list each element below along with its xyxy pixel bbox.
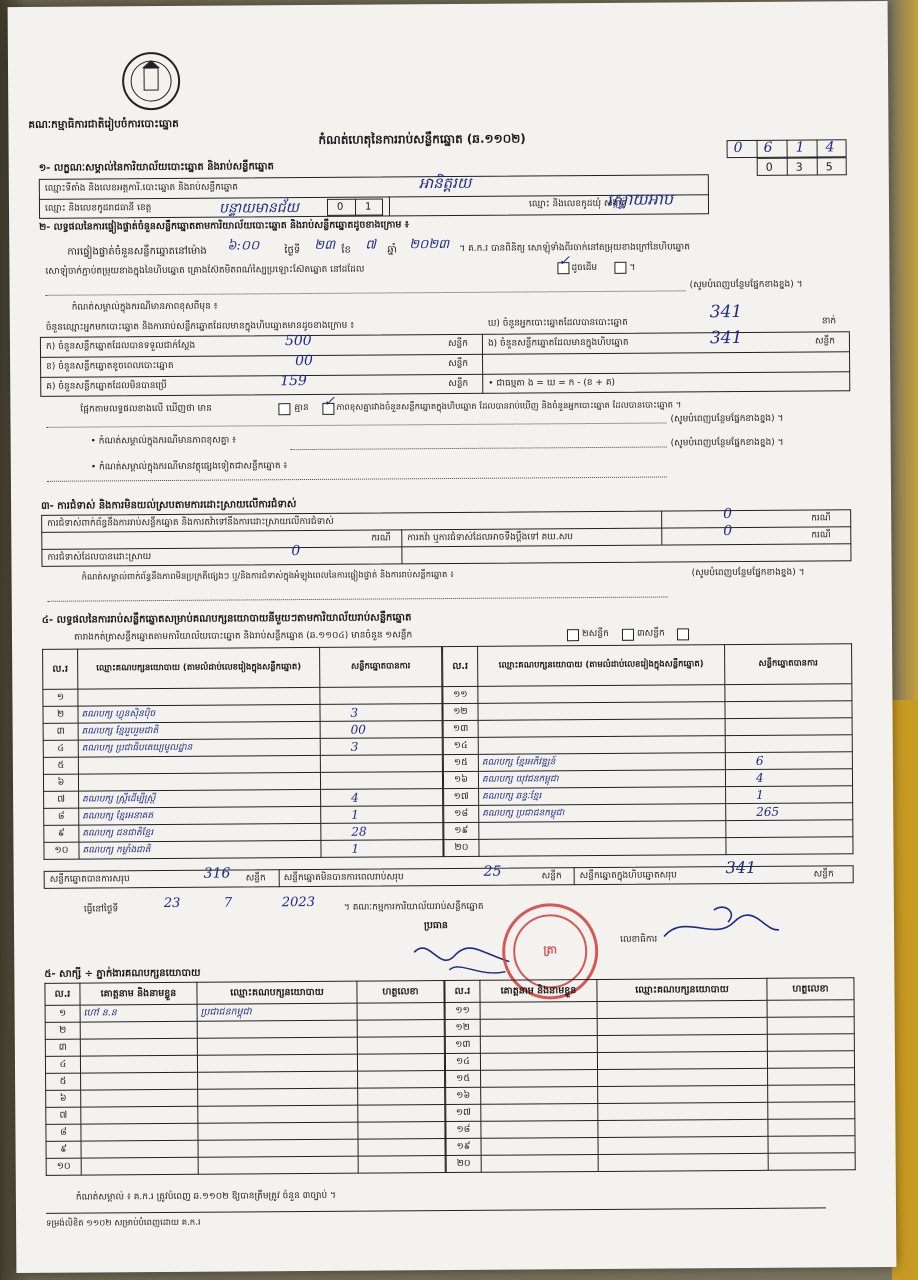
witness-name[interactable]	[480, 1018, 597, 1036]
witness-name[interactable]: ហៅ ន.ន	[80, 1004, 197, 1022]
party-votes: 00	[320, 721, 442, 739]
witness-col-sign: ហត្ថលេខា	[357, 981, 444, 1004]
party-votes: 3	[320, 738, 442, 756]
not-same-checkbox[interactable]	[614, 262, 626, 274]
witness-number: ២០	[446, 1155, 481, 1172]
witness-signature[interactable]	[357, 1054, 444, 1072]
party-votes: 4	[725, 769, 852, 787]
form-title: កំណត់ហេតុនៃការរាប់សន្លឹកឆ្នោត (ឆ.១១០២)	[318, 131, 526, 147]
witness-signature[interactable]	[767, 1000, 854, 1018]
party-name	[478, 736, 725, 755]
witness-signature[interactable]	[357, 1037, 444, 1055]
party-name: គណបក្ស ហ្វុនស៊ិនប៉ិច	[78, 704, 320, 723]
witness-signature[interactable]	[768, 1153, 855, 1171]
witness-party[interactable]	[598, 1068, 768, 1086]
secretary-signature-icon	[654, 902, 784, 949]
fill-note-1: (សូមបំពេញបន្ថែមផ្នែកខាងខ្នង) ។	[689, 279, 803, 291]
election-form-paper: គណៈកម្មាធិការជាតិរៀបចំការបោះឆ្នោត កំណត់ហេតុនៃការរាប់សន្លឹកឆ្នោត (ឆ.១១០២) 0 6 1 4 0 3 5 ១- លក្ខណៈសម្គាល់នៃការិយាល័យបោះឆ្នោត និងរាប់សន្លឹកឆ្នោត ឈ្មោះទីតាំង និងលេខអត្តការិ.បោះឆ្នោត និងរាប់សន្លឹកឆ្នោត អានិត្តរយ ឈ្មោះ និងលេខកូដឃុំ សង្កាត់ ស្ទោយអាប ឈ្មោះ និងលេខកូដរាជធានី ខេត្ត បន្ទាយមានជ័យ 0 1 ២- លទ្ធផលនៃការផ្ទៀងផ្ទាត់ចំនួនសន្លឹកឆ្នោតតាមការិយាល័យបោះឆ្នោត និងរាប់សន្លឹកឆ្នោតដូចខាងក្រោម ៖ ការផ្ទៀងផ្ទាត់ចំនួនសន្លឹកឆ្នោតនៅម៉ោង ៦:០០ ថ្ងៃទី ២៣ ខែ ៧ ឆ្នាំ ២០២៣ ។ គ.ក.រ បានពិនិត្យ សោឡុំទាំងពីរចាក់នៅតម្រុយខាងក្រៅនៃហិបឆ្នោត សោឡុំចាក់ភ្ជាប់តម្រុយខាងក្នុងនៃហិបឆ្នោត គ្រោងស៊ែតមិតពណ៌ស្បៃប្រឡោះស៊ែតឆ្នោត នៅដដែល ✓ ដូចដើម ។ (សូមបំពេញបន្ថែមផ្នែកខាងខ្នង) ។ កំណត់សម្គាល់ក្នុងករណីមានភាពខុសពីមុន ៖ ចំនួនឈ្មោះអ្នកមកបោះឆ្នោត និងការរាប់សន្លឹកឆ្នោតដែលមានក្នុងហិបឆ្នោតមានដូចខាងក្រោម ៖ ក) ចំនួនសន្លឹកឆ្នោតដែលបានទទួលជាក់ស្តែង 500 សន្លឹក ខ) ចំនួនសន្លឹកឆ្នោតខូចពេលបោះឆ្នោត 00 សន្លឹក គ) ចំនួនសន្លឹកឆ្នោតដែលមិនបានប្រើ 159 សន្លឹក ឃ) ចំនួនអ្នកបោះឆ្នោតដែលបានបោះឆ្នោត 341 នាក់ ង) ចំនួនសន្លឹកឆ្នោតដែលមានក្នុងហិបឆ្នោត 341 សន្លឹក • ជាធម្មតា ង = ឃ = ក - (ខ + គ) ផ្អែកតាមលទ្ធផលខាងលើ ឃើញថា មាន គ្មាន ✓ ភាពខុសគ្នារវាងចំនួនសន្លឹកឆ្នោតក្នុងហិបឆ្នោត ដែលបានរាប់ឃើញ និងចំនួនអ្នកបោះឆ្នោត ដែលបានបោះឆ្នោត ។ • កំណត់សម្គាល់ក្នុងករណីមានភាពខុសគ្នា ៖ (សូមបំពេញបន្ថែមផ្នែកខាងខ្នង) ។ (សូមបំពេញបន្ថែមផ្នែកខាងខ្នង) ។ • កំណត់សម្គាល់ក្នុងករណីមានវត្ថុផ្សេងទៀតជាសន្លឹកឆ្នោត ៖ ៣- ការជំទាស់ និងការមិនយល់ស្របតាមការដោះស្រាយលើការជំទាស់ ការជំទាស់ពាក់ព័ន្ធនឹងការរាប់សន្លឹកឆ្នោត និងការតវ៉ាទៅនឹងការដោះស្រាយលើការជំទាស់ 0 ករណី ការតវ៉ា ឬការជំទាស់ដែលអាចទឹងប្តឹងទៅ គឃ.សប 0 ករណី ការជំទាស់ដែលបានដោះស្រាយ 0 ករណី កំណត់សម្គាល់ពាក់ព័ន្ធនឹងភាពមិនប្រក្រតីផ្សេងៗ ឬ/និងការជំទាស់ក្នុងអំឡុងពេលនៃការផ្ទៀងផ្ទាត់ និងការរាប់សន្លឹកឆ្នោត ៖ (សូមបំពេញបន្ថែមផ្នែកខាងខ្នង) ។ ៤- លទ្ធផលនៃការរាប់សន្លឹកឆ្នោតសម្រាប់គណបក្សនយោបាយនីមួយៗតាមការិយាល័យរាប់សន្លឹកឆ្នោត តារាងកត់ត្រាសន្លឹកឆ្នោតតាមការិយាល័យបោះឆ្នោត និងរាប់សន្លឹកឆ្នោត (ឆ.១១០៤) មានចំនួន ១សន្លឹក ២សន្លឹក ៣សន្លឹក ល.រ ឈ្មោះគណបក្សនយោបាយ (តាមលំដាប់លេខរៀងក្នុងសន្លឹកឆ្នោត) សន្លឹកឆ្នោតបានការ ១ ២ គណបក្ស ហ្វុនស៊ិនប៉ិច 3 ៣ គណបក្ស ខ្មែររួបរួមជាតិ 00 ៤ គណបក្ស ប្រជាធិបតេយ្យមូលដ្ឋាន 3 ៥ ៦ ៧ គណបក្ស ស្ត្រីដើម្បីស្ត្រី 4 ៨ គណបក្ស ខ្មែរអនាគត 1 ៩ គណបក្ស ជនជាតិខ្មែរ 28 ១០ គណបក្ស កម្លាំងជាតិ 1 ល.រ ឈ្មោះគណបក្សនយោបាយ (តាមលំដាប់លេខរៀងក្នុងសន្លឹកឆ្នោត) សន្លឹកឆ្នោតបានការ ១១ ១២ ១៣ ១៤ ១៥ គណបក្ស ខ្មែរអភិវឌ្ឍន៍ 6 ១៦ គណបក្ស យុវជនកម្ពុជា 4 ១៧ គណបក្ស ឆន្ទៈខ្មែរ 1 ១៨ គណបក្ស ប្រជាជនកម្ពុជា 265 ១៩ ២០ សន្លឹកឆ្នោតបានការសរុប 316 សន្លឹក សន្លឹកឆ្នោតមិនបានការពេលរាប់សរុប 25 សន្លឹក សន្លឹកឆ្នោតក្នុងហិបឆ្នោតសរុប 341 សន្លឹក ធ្វើនៅថ្ងៃទី 23 7 2023 ។ គណៈកម្មការការិយាល័យរាប់សន្លឹកឆ្នោត ប្រធាន លេខាធិការ ត្រា ៥- សាក្សី ÷ ភ្នាក់ងារគណបក្សនយោបាយ ល.រ គោត្តនាម និងនាមខ្លួន ឈ្មោះគណបក្សនយោបាយ ហត្ថលេខា ១ ហៅ ន.ន ប្រជាជនកម្ពុជា ២ ៣ ៤ ៥ ៦ ៧ ៨ ៩ ១០ ល.រ គោត្តនាម និងនាមខ្លួន ឈ្មោះគណបក្សនយោបាយ ហត្ថលេខា ១១ ១២ ១៣ ១៤ ១៥ ១៦ ១៧ ១៨ ១៩ ២០ កំណត់សម្គាល់ ៖ គ.ក.រ ត្រូវបំពេញ ឆ.១១០២ ឱ្យបានត្រឹមត្រូវ ចំនួន ៣ច្បាប់ ។ ទម្រង់លិខិត ១១០២ សម្រាប់បំពេញដោយ គ.ក.រ	[8, 1, 897, 1273]
unit-person: នាក់	[821, 316, 837, 327]
party-votes	[320, 755, 442, 773]
party-name	[479, 821, 726, 840]
appeal-label: ការតវ៉ា ឬការជំទាស់ដែលអាចទឹងប្តឹងទៅ គឃ.សប	[407, 532, 574, 544]
section3-heading: ៣- ការជំទាស់ និងការមិនយល់ស្របតាមការដោះស្រាយលើការជំទាស់	[41, 499, 297, 512]
witness-col-sign-right: ហត្ថលេខា	[767, 978, 854, 1001]
party-votes: 265	[726, 803, 853, 821]
party-name: គណបក្ស ជនជាតិខ្មែរ	[79, 823, 321, 842]
witness-signature[interactable]	[768, 1119, 855, 1137]
section4-heading: ៤- លទ្ធផលនៃការរាប់សន្លឹកឆ្នោតសម្រាប់គណបក្សនយោបាយនីមួយៗតាមការិយាល័យរាប់សន្លឹកឆ្នោត	[41, 612, 412, 626]
fill-note-4: (សូមបំពេញបន្ថែមផ្នែកខាងខ្នង) ។	[691, 567, 805, 579]
witness-party[interactable]	[198, 1122, 358, 1140]
table-row	[44, 840, 443, 860]
witness-name[interactable]	[81, 1157, 198, 1175]
witness-signature[interactable]	[358, 1139, 445, 1157]
received-label: ក) ចំនួនសន្លឹកឆ្នោតដែលបានទទួលជាក់ស្តែង	[45, 340, 196, 352]
party-name	[78, 687, 320, 706]
form-footer: ទម្រង់លិខិត ១១០២ សម្រាប់បំពេញដោយ គ.ក.រ	[46, 1217, 201, 1229]
row-number: ៤	[43, 740, 78, 757]
two-sheets-label: ២សន្លឹក	[581, 628, 609, 640]
in-box-label: ង) ចំនួនសន្លឹកឆ្នោតដែលមានក្នុងហិបឆ្នោត	[487, 337, 629, 349]
results-table-right	[442, 643, 853, 857]
code-digit-4: 4	[825, 139, 835, 156]
witness-signature[interactable]	[767, 1017, 854, 1035]
witness-name[interactable]	[81, 1072, 198, 1090]
witness-number: ១១	[445, 1002, 480, 1019]
province-code-2: 1	[364, 201, 372, 213]
made-day: 23	[163, 895, 181, 912]
total-valid-label: សន្លឹកឆ្នោតបានការសរុប	[49, 874, 130, 885]
witness-col-party-right: ឈ្មោះគណបក្សនយោបាយ	[597, 978, 767, 1001]
code-digit-2: 6	[763, 139, 773, 156]
witness-number: ២	[45, 1022, 80, 1039]
witness-number: ១៥	[446, 1070, 481, 1087]
witness-party[interactable]: ប្រជាជនកម្ពុជា	[197, 1003, 357, 1021]
witness-name[interactable]	[480, 1035, 597, 1053]
witness-party[interactable]	[598, 1102, 768, 1120]
party-name: គណបក្ស ខ្មែររួបរួមជាតិ	[78, 721, 320, 740]
made-month: 7	[223, 895, 233, 911]
objection-value: 0	[723, 506, 733, 523]
received-value: 500	[284, 332, 312, 350]
has-difference-checkbox[interactable]	[278, 403, 290, 415]
code-digit-6: 3	[795, 160, 803, 174]
fill-note-3: (សូមបំពេញបន្ថែមផ្នែកខាងខ្នង) ។	[670, 437, 784, 449]
resolved-value: 0	[291, 543, 301, 560]
row-number: ១០	[44, 842, 79, 859]
witness-name[interactable]	[81, 1089, 198, 1107]
two-sheets-checkbox[interactable]	[622, 629, 634, 641]
unused-value: 159	[280, 373, 307, 390]
row-number: ១២	[443, 703, 478, 720]
row-number: ១៣	[443, 720, 478, 737]
witness-number: ១៨	[446, 1121, 481, 1138]
witness-col-no-right: ល.រ	[445, 980, 480, 1002]
witness-party[interactable]	[197, 1054, 357, 1072]
unit-sheet-c: សន្លឹក	[448, 378, 469, 390]
party-votes: 1	[321, 806, 443, 824]
row-number: ១	[43, 689, 78, 706]
unused-label: គ) ចំនួនសន្លឹកឆ្នោតដែលមិនបានប្រើ	[46, 380, 167, 392]
code-digit-1: 0	[733, 139, 743, 157]
row-number: ៩	[44, 825, 79, 842]
count-intro: ចំនួនឈ្មោះអ្នកមកបោះឆ្នោត និងការរាប់សន្លឹកឆ្នោតដែលមានក្នុងហិបឆ្នោតមានដូចខាងក្រោម ៖	[45, 320, 355, 333]
unit-case-3: ករណី	[371, 533, 391, 544]
witness-name[interactable]	[81, 1106, 198, 1124]
objection-label: ការជំទាស់ពាក់ព័ន្ធនឹងការរាប់សន្លឹកឆ្នោត និងការតវ៉ាទៅនឹងការដោះស្រាយលើការជំទាស់	[47, 516, 334, 529]
three-sheets-checkbox[interactable]	[677, 628, 689, 640]
unit-sheet-box: សន្លឹក	[813, 869, 834, 880]
row-number: ៨	[44, 808, 79, 825]
witness-name[interactable]	[481, 1154, 598, 1172]
witness-party[interactable]	[198, 1139, 358, 1157]
year-value: ២០២៣	[409, 237, 450, 253]
witness-number: ៨	[46, 1124, 81, 1141]
party-votes: 1	[321, 840, 443, 858]
witness-row	[46, 1156, 445, 1176]
seal-inner-text: សោឡុំចាក់ភ្ជាប់តម្រុយខាងក្នុងនៃហិបឆ្នោត គ្រោងស៊ែតមិតពណ៌ស្បៃប្រឡោះស៊ែតឆ្នោត នៅដដែល	[45, 264, 365, 277]
spoiled-label: ខ) ចំនួនសន្លឹកឆ្នោតខូចពេលបោះឆ្នោត	[46, 360, 174, 372]
party-votes	[725, 684, 852, 702]
witness-name[interactable]	[481, 1103, 598, 1121]
party-name: គណបក្ស ស្ត្រីដើម្បីស្ត្រី	[79, 789, 321, 808]
party-name	[78, 755, 320, 774]
section1-heading: ១- លក្ខណៈសម្គាល់នៃការិយាល័យបោះឆ្នោត និងរាប់សន្លឹកឆ្នោត	[38, 161, 274, 174]
commune-value: ស្ទោយអាប	[606, 189, 674, 209]
witness-name[interactable]	[81, 1123, 198, 1141]
row-number: ១៧	[444, 788, 479, 805]
witness-party[interactable]	[597, 1017, 767, 1035]
party-votes: 6	[725, 752, 852, 770]
verify-time-value: ៦:០០	[227, 238, 260, 254]
row-number: ១៩	[444, 822, 479, 839]
witness-signature[interactable]	[358, 1071, 445, 1089]
witness-table-left	[44, 980, 445, 1176]
made-year: 2023	[281, 894, 315, 911]
section4-intro: តារាងកត់ត្រាសន្លឹកឆ្នោតតាមការិយាល័យបោះឆ្នោត និងរាប់សន្លឹកឆ្នោត (ឆ.១១០៤) មានចំនួន ១សន្លឹក	[73, 630, 413, 643]
appeal-value: 0	[723, 523, 733, 540]
unit-sheet-e: សន្លឹក	[814, 336, 835, 347]
party-votes	[726, 820, 853, 838]
secretary-label: លេខាធិការ	[620, 934, 658, 945]
party-votes: 4	[321, 789, 443, 807]
party-name: គណបក្ស កម្លាំងជាតិ	[79, 840, 321, 859]
witness-name[interactable]	[80, 1021, 197, 1039]
witness-number: ៥	[46, 1073, 81, 1090]
difference-note-label: កំណត់សម្គាល់ក្នុងករណីមានភាពខុសពីមុន ៖	[71, 301, 218, 313]
total-invalid-value: 25	[483, 863, 502, 880]
made-on-label: ធ្វើនៅថ្ងៃទី	[83, 904, 119, 915]
witness-number: ១៦	[446, 1087, 481, 1104]
witness-name[interactable]	[81, 1140, 198, 1158]
spoiled-value: 00	[295, 352, 313, 370]
col-party: ឈ្មោះគណបក្សនយោបាយ (តាមលំដាប់លេខរៀងក្នុងសន្លឹកឆ្នោត)	[78, 647, 320, 689]
witness-name[interactable]	[481, 1086, 598, 1104]
party-votes	[320, 772, 442, 790]
seal-check-text: ។ គ.ក.រ បានពិនិត្យ សោឡុំទាំងពីរចាក់នៅតម្រុយខាងក្រៅនៃហិបឆ្នោត	[459, 242, 690, 254]
province-code-1: 0	[336, 201, 344, 213]
party-votes	[320, 687, 442, 705]
code-digit-5: 0	[765, 160, 773, 174]
witness-col-party: ឈ្មោះគណបក្សនយោបាយ	[197, 981, 357, 1004]
party-name: គណបក្ស ឆន្ទៈខ្មែរ	[479, 787, 726, 806]
witness-number: ៩	[46, 1141, 81, 1158]
total-valid-value: 316	[203, 865, 231, 882]
witness-number: ៦	[46, 1090, 81, 1107]
code-digit-7: 5	[825, 160, 833, 174]
witness-signature[interactable]	[768, 1136, 855, 1154]
unit-case-1: ករណី	[811, 513, 831, 524]
irregularity-note: កំណត់សម្គាល់ពាក់ព័ន្ធនឹងភាពមិនប្រក្រតីផ្សេងៗ ឬ/និងការជំទាស់ក្នុងអំឡុងពេលនៃការផ្ទៀងផ្ទាត់ និងការរាប់សន្លឹកឆ្នោត ៖	[81, 569, 454, 583]
section2-heading: ២- លទ្ធផលនៃការផ្ទៀងផ្ទាត់ចំនួនសន្លឹកឆ្នោតតាមការិយាល័យបោះឆ្នោត និងរាប់សន្លឹកឆ្នោតដូចខាងក្រោម ៖	[39, 219, 409, 233]
witness-signature[interactable]	[358, 1122, 445, 1140]
verify-time-label: ការផ្ទៀងផ្ទាត់ចំនួនសន្លឹកឆ្នោតនៅម៉ោង	[67, 245, 207, 258]
code-digit-3: 1	[795, 139, 805, 156]
witness-number: ៧	[46, 1107, 81, 1124]
witness-number: ១៩	[446, 1138, 481, 1155]
witness-col-name-right: គោត្តនាម និងនាមខ្លួន	[480, 979, 597, 1002]
party-votes: 3	[320, 704, 442, 722]
witness-name[interactable]	[480, 1001, 597, 1019]
party-name: គណបក្ស ប្រជាធិបតេយ្យមូលដ្ឋាន	[78, 738, 320, 757]
table-row	[444, 837, 853, 857]
witness-number: ១២	[445, 1019, 480, 1036]
fill-note-2: (សូមបំពេញបន្ថែមផ្នែកខាងខ្នង) ។	[670, 413, 784, 425]
committee-name: គណៈកម្មាធិការជាតិរៀបចំការបោះឆ្នោត	[28, 117, 179, 131]
witness-name[interactable]	[80, 1055, 197, 1073]
row-number: ១៤	[443, 737, 478, 754]
witness-party[interactable]	[597, 1000, 767, 1018]
province-label: ឈ្មោះ និងលេខកូដរាជធានី ខេត្ត	[44, 203, 152, 214]
witness-party[interactable]	[197, 1020, 357, 1038]
witness-signature[interactable]	[357, 1020, 444, 1038]
row-number: ២	[43, 706, 78, 723]
witness-signature[interactable]	[358, 1105, 445, 1123]
made-by: ។ គណៈកម្មការការិយាល័យរាប់សន្លឹកឆ្នោត	[343, 901, 484, 913]
witness-party[interactable]	[598, 1153, 768, 1171]
bullet-other-objects: • កំណត់សម្គាល់ក្នុងករណីមានវត្ថុផ្សេងទៀតជាសន្លឹកឆ្នោត ៖	[90, 461, 288, 473]
results-table-left	[42, 646, 443, 860]
one-sheet-checkbox[interactable]	[567, 629, 579, 641]
witness-name[interactable]	[481, 1120, 598, 1138]
not-same-label: ។	[629, 262, 636, 273]
stamp-text: ត្រា	[543, 943, 558, 957]
chair-label: ប្រធាន	[423, 920, 448, 932]
row-number: ៧	[44, 791, 79, 808]
total-invalid-label: សន្លឹកឆ្នោតមិនបានការពេលរាប់សរុប	[283, 872, 404, 884]
party-name: គណបក្ស ប្រជាជនកម្ពុជា	[479, 804, 726, 823]
col-no-right: ល.រ	[443, 646, 478, 686]
col-votes-right: សន្លឹកឆ្នោតបានការ	[725, 644, 852, 685]
committee-emblem-icon	[120, 50, 182, 112]
witness-signature[interactable]	[768, 1068, 855, 1086]
location-label: ឈ្មោះទីតាំង និងលេខអត្តការិ.បោះឆ្នោត និងរាប់សន្លឹកឆ្នោត	[44, 182, 239, 194]
witness-signature[interactable]	[357, 1003, 444, 1021]
row-number: ១៨	[444, 805, 479, 822]
row-number: ១៦	[443, 771, 478, 788]
witness-party[interactable]	[197, 1037, 357, 1055]
party-name	[479, 838, 726, 857]
commune-label: ឈ្មោះ និងលេខកូដឃុំ សង្កាត់	[528, 198, 627, 210]
row-number: ៦	[43, 774, 78, 791]
day-label: ថ្ងៃទី	[284, 245, 301, 257]
day-value: ២៣	[314, 237, 336, 253]
party-name: គណបក្ស ខ្មែរអភិវឌ្ឍន៍	[478, 753, 725, 772]
same-label: ដូចដើម	[571, 262, 598, 274]
row-number: ៣	[43, 723, 78, 740]
col-no: ល.រ	[43, 649, 78, 689]
witness-party[interactable]	[598, 1085, 768, 1103]
unit-sheet-b: សន្លឹក	[448, 358, 469, 370]
witness-name[interactable]	[80, 1038, 197, 1056]
witness-row	[446, 1153, 855, 1173]
voters-value: 341	[709, 301, 743, 323]
witness-party[interactable]	[198, 1156, 358, 1174]
party-votes: 1	[726, 786, 853, 804]
witness-party[interactable]	[598, 1136, 768, 1154]
witness-col-no: ល.រ	[45, 983, 80, 1005]
compare-tail: ភាពខុសគ្នារវាងចំនួនសន្លឹកឆ្នោតក្នុងហិបឆ្នោត ដែលបានរាប់ឃើញ និងចំនួនអ្នកបោះឆ្នោត ដែលបានបោះឆ្នោត ។	[336, 400, 682, 413]
witness-party[interactable]	[597, 1051, 767, 1069]
row-number: ៥	[43, 757, 78, 774]
party-name	[478, 685, 725, 704]
party-votes	[725, 701, 852, 719]
party-votes	[726, 837, 853, 855]
resolved-label: ការជំទាស់ដែលបានដោះស្រាយ	[47, 552, 152, 563]
witness-party[interactable]	[598, 1119, 768, 1137]
voters-label: ឃ) ចំនួនអ្នកបោះឆ្នោតដែលបានបោះឆ្នោត	[487, 317, 628, 329]
witness-name[interactable]	[481, 1137, 598, 1155]
no-difference-label: គ្មាន	[294, 402, 309, 414]
row-number: ២០	[444, 839, 479, 856]
witness-name[interactable]	[481, 1069, 598, 1087]
party-votes	[725, 735, 852, 753]
section5-heading: ៥- សាក្សី ÷ ភ្នាក់ងារគណបក្សនយោបាយ	[44, 967, 201, 980]
row-number: ១១	[443, 686, 478, 703]
witness-signature[interactable]	[767, 1034, 854, 1052]
location-value: អានិត្តរយ	[418, 173, 472, 193]
witness-party[interactable]	[597, 1034, 767, 1052]
month-value: ៧	[365, 237, 376, 253]
witness-signature[interactable]	[768, 1102, 855, 1120]
witness-number: ១៧	[446, 1104, 481, 1121]
witness-number: ៣	[45, 1039, 80, 1056]
witness-party[interactable]	[198, 1071, 358, 1089]
party-votes: 28	[321, 823, 443, 841]
witness-name[interactable]	[480, 1052, 597, 1070]
party-name: គណបក្ស យុវជនកម្ពុជា	[478, 770, 725, 789]
witness-number: ៤	[45, 1056, 80, 1073]
unit-sheet-invalid: សន្លឹក	[541, 871, 562, 882]
formula: • ជាធម្មតា ង = ឃ = ក - (ខ + គ)	[488, 377, 616, 389]
witness-number: ១៤	[445, 1053, 480, 1070]
footer-note: កំណត់សម្គាល់ ៖ គ.ក.រ ត្រូវបំពេញ ឆ.១១០២ ឱ្យបានត្រឹមត្រូវ ចំនួន ៣ច្បាប់ ។	[75, 1190, 337, 1203]
witness-signature[interactable]	[767, 1051, 854, 1069]
witness-number: ១៣	[445, 1036, 480, 1053]
in-box-value: 341	[709, 327, 743, 349]
witness-signature[interactable]	[358, 1156, 445, 1174]
compare-text: ផ្អែកតាមលទ្ធផលខាងលើ ឃើញថា មាន	[80, 403, 212, 415]
witness-table-right	[444, 977, 855, 1173]
unit-case-2: ករណី	[811, 530, 831, 541]
three-sheets-label: ៣សន្លឹក	[636, 628, 665, 639]
party-name	[78, 772, 320, 791]
bullet-difference: • កំណត់សម្គាល់ក្នុងករណីមានភាពខុសគ្នា ៖	[90, 435, 237, 447]
unit-sheet-valid: សន្លឹក	[245, 873, 266, 884]
witness-signature[interactable]	[768, 1085, 855, 1103]
row-number: ១៥	[443, 754, 478, 771]
party-votes	[725, 718, 852, 736]
witness-signature[interactable]	[358, 1088, 445, 1106]
unit-sheet-a: សន្លឹក	[447, 338, 468, 350]
witness-number: ១០	[46, 1158, 81, 1175]
total-box-label: សន្លឹកឆ្នោតក្នុងហិបឆ្នោតសរុប	[579, 870, 677, 882]
witness-col-name: គោត្តនាម និងនាមខ្លួន	[80, 982, 197, 1005]
province-value: បន្ទាយមានជ័យ	[218, 200, 300, 217]
witness-number: ១	[45, 1005, 80, 1022]
col-votes: សន្លឹកឆ្នោតបានការ	[320, 647, 442, 688]
party-name	[478, 702, 725, 721]
witness-party[interactable]	[198, 1088, 358, 1106]
year-label: ឆ្នាំ	[387, 244, 397, 256]
witness-party[interactable]	[198, 1105, 358, 1123]
party-name: គណបក្ស ខ្មែរអនាគត	[79, 806, 321, 825]
month-label: ខែ	[341, 244, 351, 256]
col-party-right: ឈ្មោះគណបក្សនយោបាយ (តាមលំដាប់លេខរៀងក្នុងសន្លឹកឆ្នោត)	[478, 645, 725, 687]
total-box-value: 341	[725, 857, 757, 878]
party-name	[478, 719, 725, 738]
